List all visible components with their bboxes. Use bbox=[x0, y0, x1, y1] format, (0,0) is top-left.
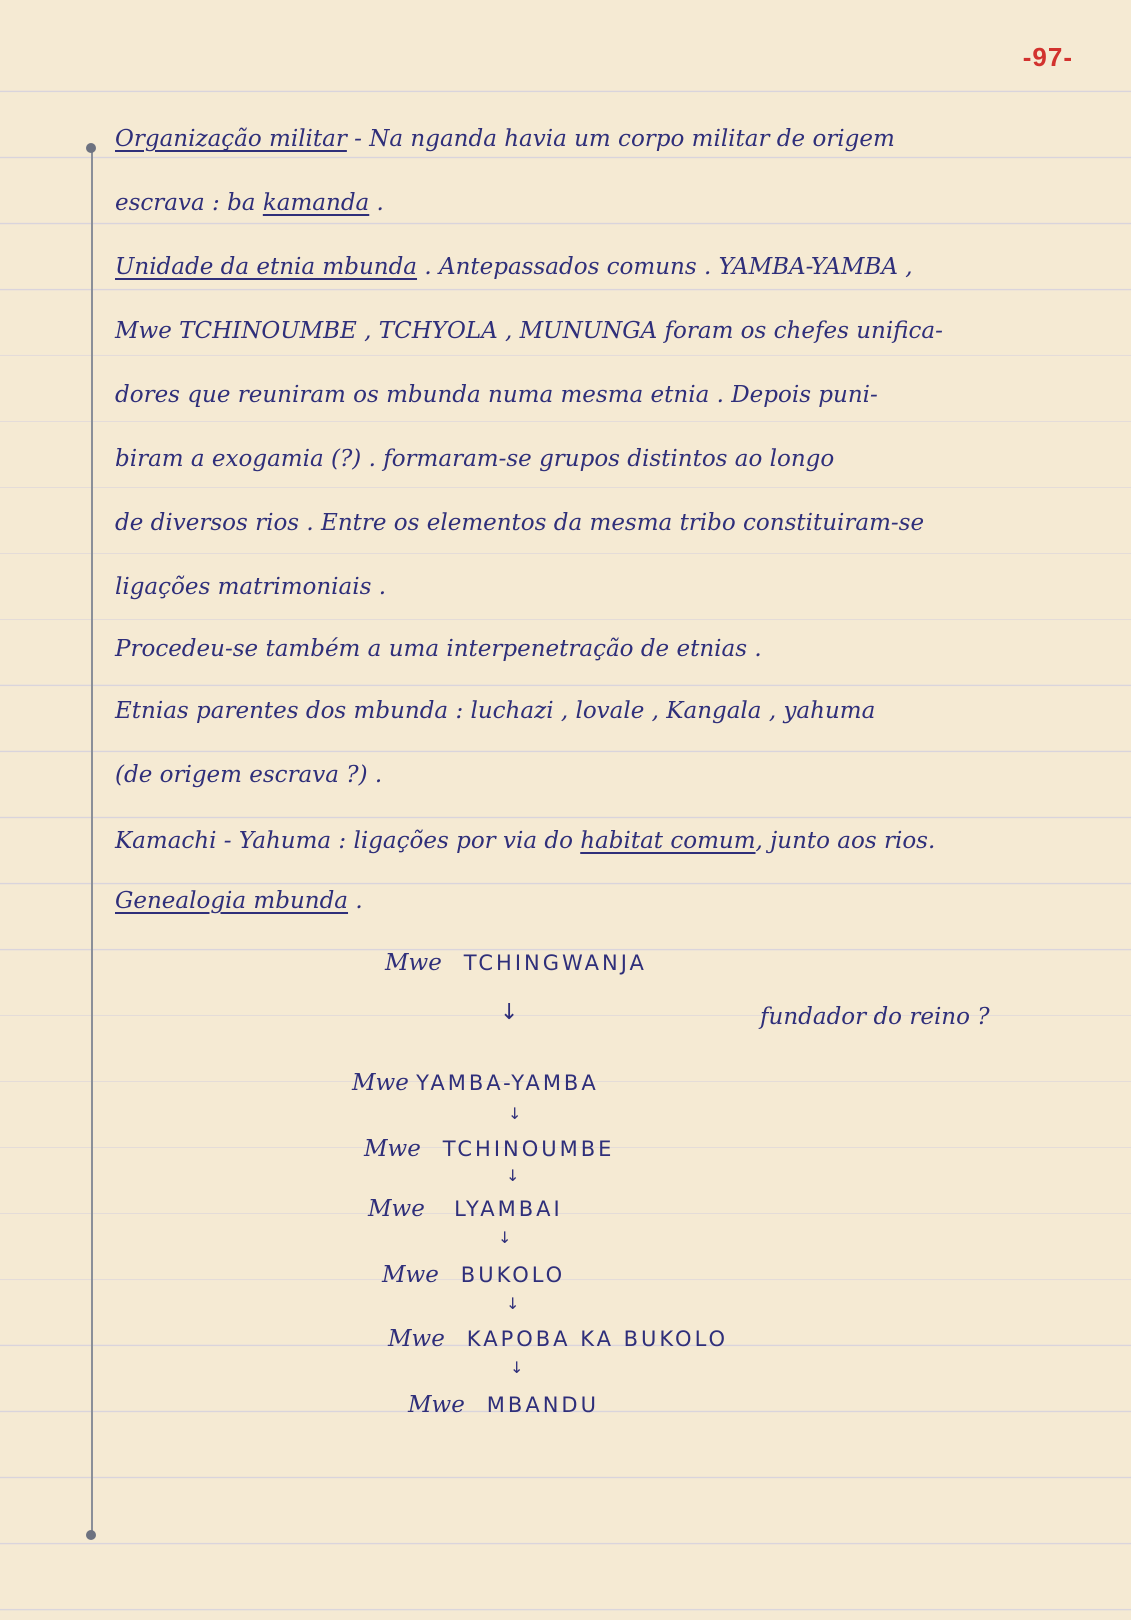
line-segment: . bbox=[369, 190, 384, 216]
line-segment: Etnias parentes dos mbunda : luchazi , lovale , Kangala , yahuma bbox=[115, 698, 876, 724]
term-kamanda: kamanda bbox=[262, 190, 370, 216]
text-line bbox=[115, 698, 875, 724]
genealogy-arrow: ↓ bbox=[508, 1104, 522, 1123]
term-habitat-comum: habitat comum bbox=[580, 828, 756, 854]
text-line bbox=[115, 510, 924, 536]
text-line bbox=[115, 574, 386, 600]
heading-genealogia-mbunda: Genealogia mbunda bbox=[115, 888, 349, 914]
margin-line bbox=[91, 146, 93, 1536]
text-line bbox=[115, 382, 878, 408]
line-segment: Procedeu-se também a uma interpenetração de etnias . bbox=[115, 636, 762, 662]
genealogy-entry bbox=[368, 1196, 563, 1222]
genealogy-entry bbox=[388, 1326, 728, 1352]
genealogy-name: MBANDU bbox=[486, 1393, 599, 1417]
genealogy-prefix: Mwe bbox=[352, 1070, 409, 1096]
text-line bbox=[115, 190, 384, 216]
genealogy-arrow: ↓ bbox=[500, 1000, 519, 1025]
line-segment: Mwe TCHINOUMBE , TCHYOLA , MUNUNGA foram os chefes unifica- bbox=[115, 318, 943, 344]
text-line bbox=[115, 888, 363, 914]
genealogy-arrow: ↓ bbox=[506, 1294, 520, 1313]
text-line bbox=[115, 636, 762, 662]
line-segment: - Na nganda havia um corpo militar de origem bbox=[346, 126, 895, 152]
genealogy-name: BUKOLO bbox=[460, 1263, 566, 1287]
line-segment: . bbox=[348, 888, 363, 914]
line-segment: biram a exogamia (?) . formaram-se grupos distintos ao longo bbox=[115, 446, 835, 472]
genealogy-name: TCHINGWANJA bbox=[463, 951, 647, 975]
line-segment: ligações matrimoniais . bbox=[115, 574, 387, 600]
text-line bbox=[115, 828, 935, 854]
text-line bbox=[115, 318, 943, 344]
text-line bbox=[115, 254, 913, 280]
genealogy-arrow: ↓ bbox=[510, 1358, 524, 1377]
line-segment: Kamachi - Yahuma : ligações por via do bbox=[115, 828, 581, 854]
text-line bbox=[115, 126, 895, 152]
line-segment: . Antepassados comuns . YAMBA-YAMBA , bbox=[417, 254, 913, 280]
genealogy-root bbox=[385, 950, 647, 976]
genealogy-name: TCHINOUMBE bbox=[442, 1137, 615, 1161]
genealogy-name: YAMBA-YAMBA bbox=[416, 1071, 599, 1095]
line-segment: , junto aos rios. bbox=[755, 828, 936, 854]
genealogy-name: KAPOBA KA BUKOLO bbox=[466, 1327, 729, 1351]
line-segment: de diversos rios . Entre os elementos da mesma tribo constituiram-se bbox=[115, 510, 925, 536]
genealogy-entry bbox=[364, 1136, 614, 1162]
genealogy-name: LYAMBAI bbox=[454, 1197, 563, 1221]
line-segment: dores que reuniram os mbunda numa mesma etnia . Depois puni- bbox=[115, 382, 878, 408]
genealogy-prefix: Mwe bbox=[368, 1196, 425, 1222]
margin-dot bbox=[86, 1530, 96, 1540]
text-line bbox=[115, 762, 382, 788]
genealogy-root-note: fundador do reino ? bbox=[760, 1004, 990, 1030]
line-segment: (de origem escrava ?) . bbox=[115, 762, 383, 788]
genealogy-arrow: ↓ bbox=[498, 1228, 512, 1247]
genealogy-prefix: Mwe bbox=[385, 950, 442, 976]
genealogy-entry bbox=[382, 1262, 565, 1288]
genealogy-entry bbox=[408, 1392, 599, 1418]
genealogy-prefix: Mwe bbox=[382, 1262, 439, 1288]
margin-dot bbox=[86, 143, 96, 153]
genealogy-prefix: Mwe bbox=[408, 1392, 465, 1418]
heading-unidade-etnia: Unidade da etnia mbunda bbox=[115, 254, 418, 280]
line-segment: escrava : ba bbox=[115, 190, 263, 216]
genealogy-arrow: ↓ bbox=[506, 1166, 520, 1185]
heading-organizacao-militar: Organização militar bbox=[115, 126, 347, 152]
genealogy-entry bbox=[352, 1070, 599, 1096]
page-number: -97- bbox=[1022, 42, 1073, 72]
genealogy-prefix: Mwe bbox=[364, 1136, 421, 1162]
text-line bbox=[115, 446, 834, 472]
genealogy-prefix: Mwe bbox=[388, 1326, 445, 1352]
